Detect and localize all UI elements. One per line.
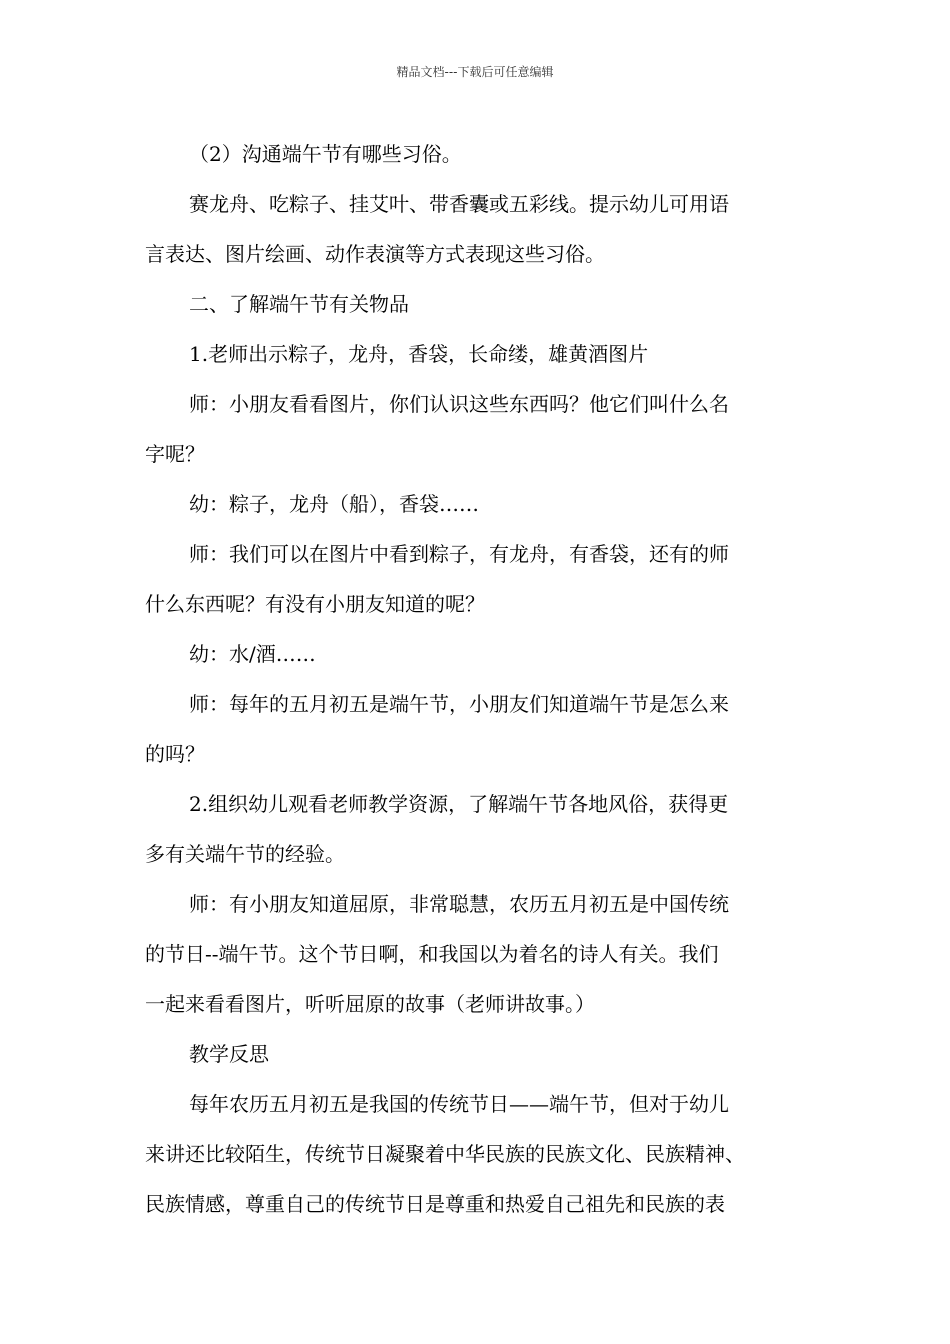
- text-line: 字呢？: [145, 442, 205, 466]
- text-line: 什么东西呢？有没有小朋友知道的呢？: [145, 592, 485, 616]
- text-line: 师：小朋友看看图片，你们认识这些东西吗？他它们叫什么名: [189, 392, 729, 416]
- text-line: 言表达、图片绘画、动作表演等方式表现这些习俗。: [145, 242, 605, 266]
- text-line: 的节日--端午节。这个节日啊，和我国以为着名的诗人有关。我们: [145, 942, 719, 966]
- text-line: 的吗？: [145, 742, 205, 766]
- text-line: 师：有小朋友知道屈原，非常聪慧，农历五月初五是中国传统: [189, 892, 729, 916]
- text-line: 来讲还比较陌生，传统节日凝聚着中华民族的民族文化、民族精神、: [145, 1142, 745, 1166]
- text-line: 师：每年的五月初五是端午节，小朋友们知道端午节是怎么来: [189, 692, 729, 716]
- text-line: 民族情感，尊重自己的传统节日是尊重和热爱自己祖先和民族的表: [145, 1192, 725, 1216]
- text-line: 每年农历五月初五是我国的传统节日——端午节，但对于幼儿: [189, 1092, 729, 1116]
- text-line: 一起来看看图片，听听屈原的故事（老师讲故事。）: [145, 992, 595, 1016]
- text-line: （2）沟通端午节有哪些习俗。: [189, 142, 462, 166]
- page-header: 精品文档---下载后可任意编辑: [396, 65, 554, 79]
- section-heading: 教学反思: [189, 1042, 269, 1066]
- text-line: 2.组织幼儿观看老师教学资源，了解端午节各地风俗，获得更: [189, 792, 729, 816]
- document-body: [145, 134, 815, 1234]
- text-line: 幼：水/酒……: [189, 642, 316, 666]
- text-line: 多有关端午节的经验。: [145, 842, 345, 866]
- text-line: 赛龙舟、吃粽子、挂艾叶、带香囊或五彩线。提示幼儿可用语: [189, 192, 729, 216]
- section-heading: 二、了解端午节有关物品: [189, 292, 409, 316]
- text-line: 幼：粽子，龙舟（船），香袋……: [189, 492, 479, 516]
- text-line: 1.老师出示粽子，龙舟，香袋，长命缕，雄黄酒图片: [189, 342, 649, 366]
- text-line: 师：我们可以在图片中看到粽子，有龙舟，有香袋，还有的师: [189, 542, 729, 566]
